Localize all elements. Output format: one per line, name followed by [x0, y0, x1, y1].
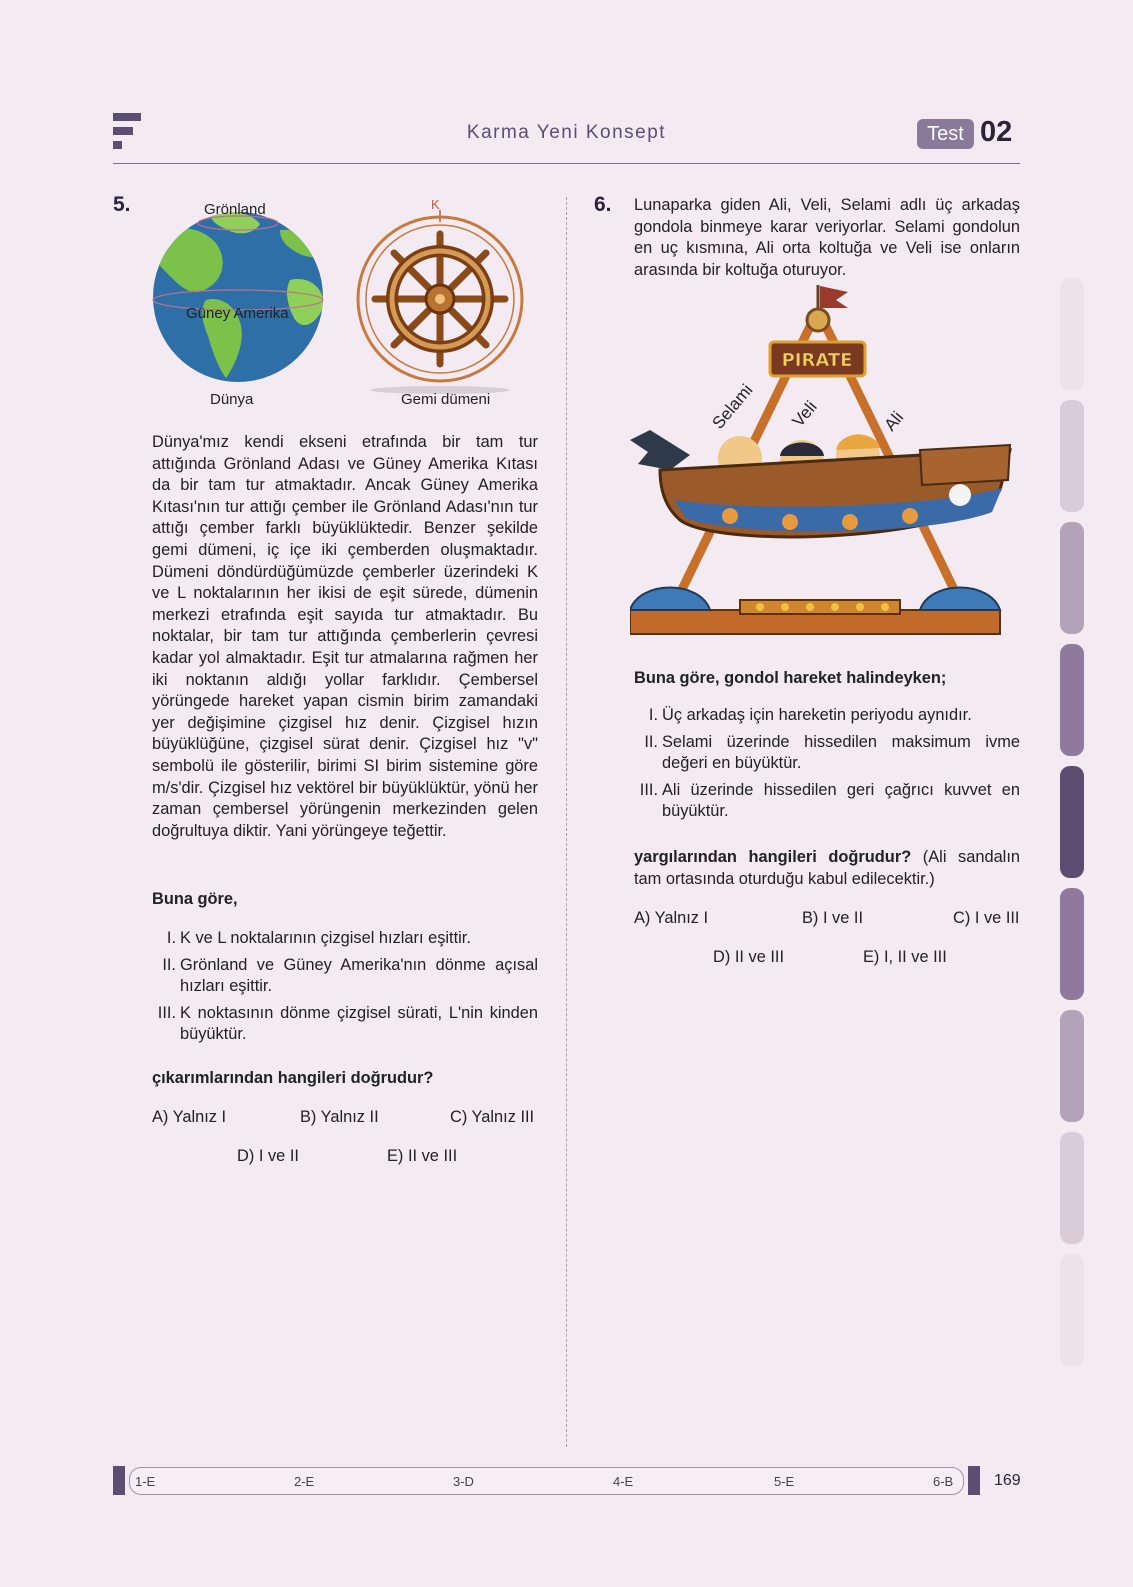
base-wheel-left [630, 588, 710, 611]
stern [920, 445, 1010, 485]
statement-text: K noktasının dönme çizgisel sürati, L'nin kinden büyüktür. [180, 1004, 538, 1043]
statement-text: Grönland ve Güney Amerika'nın dönme açısal hızları eşittir. [180, 956, 538, 995]
option-e[interactable]: E) II ve III [387, 1147, 458, 1165]
q6-lead: Buna göre, gondol hareket halindeyken; [634, 669, 947, 687]
q6-question [634, 847, 1020, 890]
name-selami: Selami [708, 380, 757, 433]
statement-number: II. [162, 956, 176, 974]
statement-number: III. [639, 781, 658, 799]
test-number: 02 [980, 116, 1013, 148]
q6-statements [634, 705, 1020, 828]
statement [634, 732, 1020, 774]
statement [634, 780, 1020, 822]
dragon-head [630, 430, 690, 470]
q6-question-bold: yargılarından hangileri doğrudur? [634, 848, 912, 866]
footer-block-left [113, 1466, 125, 1495]
side-tab[interactable] [1060, 1010, 1084, 1122]
footer-block-right [968, 1466, 980, 1495]
greenland-label: Grönland [204, 201, 266, 218]
answer-key: 6-B [933, 1474, 954, 1489]
name-ali: Ali [880, 407, 908, 435]
option-a[interactable]: A) Yalnız I [152, 1108, 227, 1126]
statement-text: Üç arkadaş için hareketin periyodu aynıdır. [662, 706, 972, 724]
side-tab[interactable] [1060, 1254, 1084, 1366]
answer-key: 2-E [294, 1474, 315, 1489]
option-e[interactable]: E) I, II ve III [863, 948, 947, 966]
option-d[interactable]: D) I ve II [237, 1147, 299, 1165]
test-badge: Test [917, 119, 974, 149]
q5-statements [152, 928, 538, 1051]
answer-key: 3-D [453, 1474, 474, 1489]
q6-question-rest: (Ali sandalın tam ortasında oturduğu kabul edilecektir.) [634, 848, 1020, 888]
option-a[interactable]: A) Yalnız I [634, 909, 709, 927]
statement [634, 705, 1020, 726]
q6-passage: Lunaparka giden Ali, Veli, Selami adlı üç arkadaş gondola binmeye karar veriyorlar. Selami gondolun en uç kısmına, Ali orta koltuğa ve Veli ise onların arasında bir koltuğa oturuyor. [634, 196, 1020, 279]
pivot [807, 309, 829, 331]
question-number: 5. [113, 193, 131, 216]
statement-text: Selami üzerinde hissedilen maksimum ivme değeri en büyüktür. [662, 733, 1020, 772]
statement [152, 928, 538, 949]
option-c[interactable]: C) I ve III [953, 909, 1020, 927]
statement [152, 1003, 538, 1045]
skull [949, 484, 971, 506]
side-tab[interactable] [1060, 888, 1084, 1000]
base-wheel-right [920, 588, 1000, 611]
option-d[interactable]: D) II ve III [713, 948, 785, 966]
statement-text: Ali üzerinde hissedilen geri çağrıcı kuvvet en büyüktür. [662, 781, 1020, 820]
answer-key: 5-E [774, 1474, 795, 1489]
answer-key: 1-E [135, 1474, 156, 1489]
side-tab-active[interactable] [1060, 766, 1084, 878]
statement-text: K ve L noktalarının çizgisel hızları eşittir. [180, 929, 471, 947]
statement-number: III. [157, 1004, 176, 1022]
logo-bar [113, 113, 141, 121]
option-b[interactable]: B) I ve II [802, 909, 864, 927]
question-number: 6. [594, 193, 612, 216]
side-tab[interactable] [1060, 1132, 1084, 1244]
q5-passage: Dünya'mız kendi ekseni etrafında bir tam tur attığında Grönland Adası ve Güney Amerika Kıtası da bir tam tur atmaktadır. Ancak Güney Amerika Kıtası'nın tur attığı çember ile Grönland Adası'nın tur attığı çember farklı büyüklüktedir. Benzer şekilde gemi dümeni, iç içe iki çemberden oluşmaktadır. Dümeni döndürdüğümüzde çemberler üzerindeki K ve L noktalarının her ikisi de eşit sürede, dümenin merkezi etrafında eşit sayıda tur atmaktadır. Bu noktalar, bir tam tur attığında çemberlerin çevresi kadar yol almaktadır. Eşit tur atmalarına rağmen her iki noktanın aldığı yollar farklıdır. Çembersel yörüngede hareket yapan cismin birim zamandaki yer değişimine çizgisel hız denir. Çizgisel hızın büyüklüğüne, çizgisel sürat denir. Çizgisel hız "v" sembolü ile gösterilir, birimi SI birim sistemine göre m/s'dir. Çizgisel hız vektörel bir büyüklüktür, yönü her zaman çembersel yörüngenin merkezinden gelen doğrultuya diktir. Yani yörüngeye teğettir. [152, 433, 538, 840]
statement [152, 955, 538, 997]
answer-key: 4-E [613, 1474, 634, 1489]
pirate-sign-text: PIRATE [781, 350, 853, 371]
ship-wheel-figure [345, 200, 535, 400]
earth-figure [150, 200, 330, 400]
column-divider [566, 197, 567, 1447]
statement-number: II. [644, 733, 658, 751]
side-tab[interactable] [1060, 278, 1084, 390]
wheel-caption: Gemi dümeni [401, 391, 491, 408]
side-tab[interactable] [1060, 522, 1084, 634]
flag [820, 286, 848, 308]
page-number: 169 [994, 1472, 1021, 1489]
header-divider [113, 163, 1020, 164]
header-title: Karma Yeni Konsept [466, 122, 667, 143]
q5-lead: Buna göre, [152, 890, 238, 908]
pirate-ship-figure [630, 280, 1020, 650]
option-c[interactable]: C) Yalnız III [450, 1108, 535, 1126]
side-tab[interactable] [1060, 644, 1084, 756]
wheel-center [435, 294, 445, 304]
name-veli: Veli [788, 397, 821, 431]
side-tab[interactable] [1060, 400, 1084, 512]
statement-number: I. [648, 706, 658, 724]
q5-question: çıkarımlarından hangileri doğrudur? [152, 1069, 434, 1087]
south-america-label: Güney Amerika [186, 305, 289, 322]
earth-caption: Dünya [210, 391, 254, 408]
k-label: K [431, 197, 440, 212]
answer-key-bar [129, 1467, 964, 1495]
option-b[interactable]: B) Yalnız II [300, 1108, 379, 1126]
statement-number: I. [166, 929, 176, 947]
